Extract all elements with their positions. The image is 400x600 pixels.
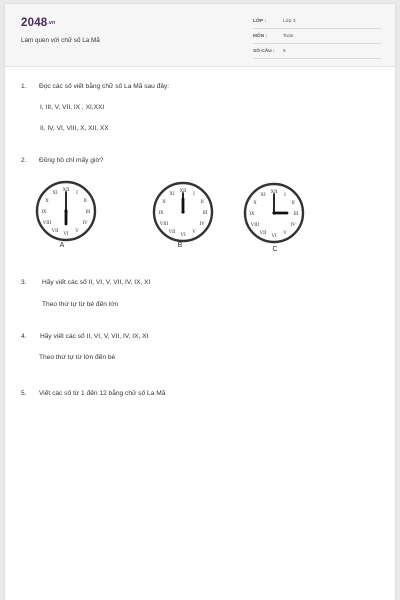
- clock-numeral: IV: [82, 221, 88, 226]
- question-text: Đồng hồ chỉ mấy giờ?: [39, 157, 104, 164]
- clock-numeral: XI: [169, 191, 175, 197]
- meta-label: LỚP :: [253, 19, 267, 24]
- meta-row-count: [253, 46, 381, 59]
- meta-row-class: [253, 16, 381, 29]
- clock-numeral: V: [192, 230, 196, 236]
- worksheet-header: [5, 4, 395, 67]
- clock-numeral: VIII: [42, 221, 52, 226]
- clock-center: [64, 209, 67, 212]
- clock-numeral: I: [193, 191, 195, 197]
- clock-numeral: X: [45, 199, 49, 204]
- clock-numeral: IV: [199, 222, 205, 227]
- question-text: Hãy viết các số II, VI, V, VII, IV, IX, XI: [40, 333, 149, 340]
- clock-label-b: B: [177, 242, 183, 249]
- meta-value: Toán: [283, 34, 294, 39]
- question-line: II, IV, VI, VIII, X, XII, XX: [40, 125, 109, 132]
- clock-numeral: VIII: [159, 222, 169, 227]
- clock-numeral: IX: [41, 210, 47, 215]
- clock-label-c: C: [272, 246, 278, 253]
- clock-numeral: I: [284, 192, 286, 198]
- clock-numeral: VI: [271, 234, 277, 239]
- clock-numeral: VII: [168, 230, 176, 236]
- clock-numeral: I: [76, 190, 78, 196]
- meta-label: MÔN :: [253, 34, 268, 39]
- clock-numeral: II: [200, 200, 204, 205]
- clock-label-a: A: [59, 242, 65, 249]
- clock-numeral: VII: [51, 229, 59, 235]
- meta-label: SỐ CÂU :: [253, 49, 275, 54]
- clock-numeral: III: [202, 211, 208, 216]
- meta-value: 5: [283, 49, 286, 54]
- clock-numeral: V: [75, 229, 79, 235]
- clock-b: [154, 183, 212, 241]
- worksheet: [5, 4, 395, 600]
- clocks-figure: [5, 176, 395, 266]
- meta-value: Lớp 3: [283, 19, 296, 24]
- clock-numeral: III: [85, 210, 91, 215]
- question-text: Viết các số từ 1 đến 12 bằng chữ số La Mã: [39, 390, 166, 397]
- clock-numeral: X: [253, 201, 257, 206]
- question-number: 1.: [21, 83, 27, 90]
- clock-numeral: XII: [270, 190, 278, 195]
- clock-numeral: IX: [249, 212, 255, 217]
- clock-numeral: XII: [179, 189, 187, 194]
- clock-numeral: II: [83, 199, 87, 204]
- question-number: 3.: [21, 279, 27, 286]
- clock-c: [245, 184, 303, 242]
- clock-numeral: II: [291, 201, 295, 206]
- clock-numeral: VI: [63, 232, 69, 237]
- question-number: 5.: [21, 390, 27, 397]
- logo-text: 2048: [21, 17, 48, 29]
- clock-numeral: XI: [52, 190, 58, 196]
- clock-center: [272, 211, 275, 214]
- page-title: Làm quen với chữ số La Mã: [21, 37, 100, 44]
- question-number: 4.: [21, 333, 27, 340]
- clock-numeral: V: [283, 231, 287, 237]
- clock-numeral: VIII: [250, 223, 260, 228]
- site-logo[interactable]: [21, 17, 55, 29]
- question-line: I, III, V, VII, IX , XI,XXI: [40, 104, 105, 111]
- logo-suffix: .vn: [47, 19, 56, 26]
- clock-numeral: XI: [260, 192, 266, 198]
- meta-row-subject: [253, 31, 381, 44]
- clock-numeral: VI: [180, 233, 186, 238]
- question-text: Đọc các số viết bằng chữ số La Mã sau đây:: [39, 83, 170, 90]
- clock-numeral: IV: [290, 223, 296, 228]
- clock-center: [181, 210, 184, 213]
- clock-numeral: X: [162, 200, 166, 205]
- clock-numeral: VII: [259, 231, 267, 237]
- question-text: Hãy viết các số II, VI, V, VII, IV, IX, XI: [42, 279, 151, 286]
- question-number: 2.: [21, 157, 27, 164]
- clock-numeral: XII: [62, 188, 70, 193]
- clock-numeral: IX: [158, 211, 164, 216]
- question-line: Theo thứ tự từ lớn đến bé: [39, 354, 116, 361]
- clock-numeral: III: [293, 212, 299, 217]
- question-line: Theo thứ tự từ bé đến lớn: [42, 301, 119, 308]
- clock-a: [37, 182, 95, 240]
